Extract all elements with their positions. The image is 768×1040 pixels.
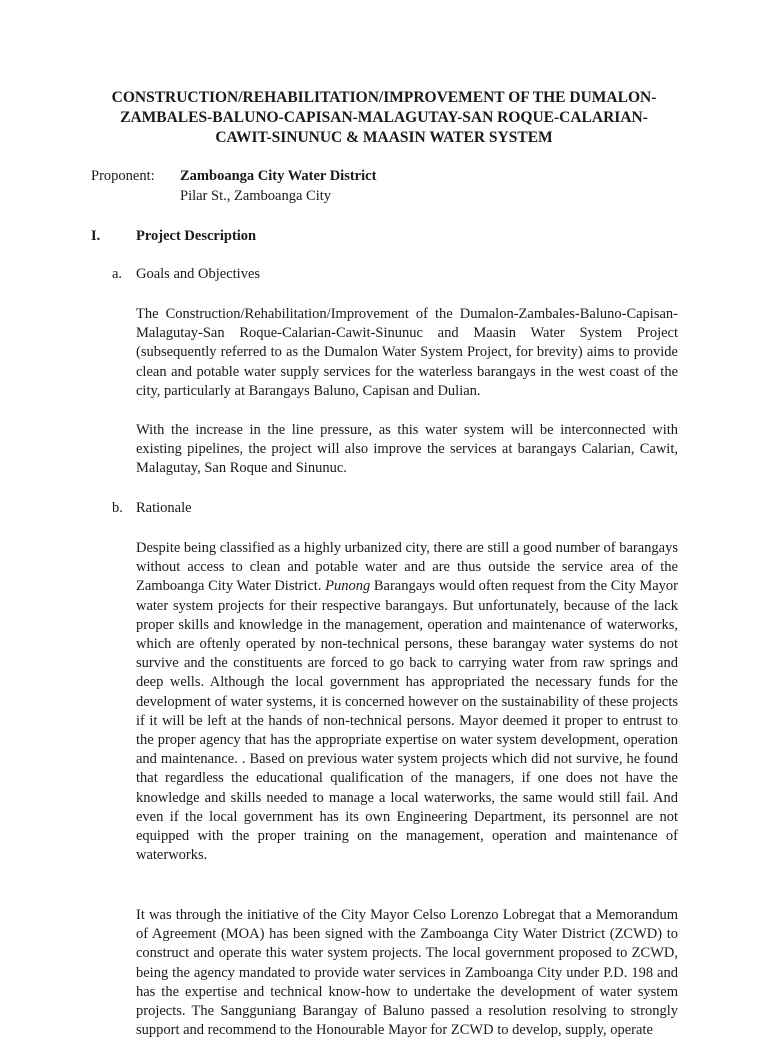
proponent-label: Proponent: (91, 168, 155, 184)
rationale-paragraph-1-start: Despite being classified as a highly urbanized city, there are still a good number of barangays without access to clean and potable water and are thus outside the service area of the Zamboanga City Water District. (136, 540, 678, 595)
rationale-paragraph-1-rest: Barangays would often request from the City Mayor water system projects for their respective barangays. But unfortunately, because of the lack proper skills and knowledge in the management, operation and maintenance of waterworks, which are oftenly operated by non-technical persons, these barangay water systems do not survive and the constituents are forced to go back to carrying water from raw springs and deep wells. Although the local government has appropriated the necessary funds for the development of water systems, it is concerned however on the sustainability of these projects if it will be left at the hands of non-technical persons. Mayor deemed it proper to entrust to the proper agency that has the appropriate expertise on water system development, operation and maintenance. . Based on previous water system projects which did not survive, he found that regardless the educational qualification of the managers, if one does not have the knowledge and skills needed to manage a local waterworks, the same would still fail. And even if the local government has its own Engineering Department, its personnel are not equipped with the proper training on the management, operation and maintenance of waterworks. (136, 578, 679, 864)
subsection-a-title: Goals and Objectives (136, 266, 261, 282)
proponent-address: Pilar St., Zamboanga City (180, 188, 332, 204)
subsection-b-title: Rationale (136, 500, 192, 516)
subsection-a-letter: a. (112, 266, 123, 282)
section-number: I. (91, 228, 101, 244)
subsection-b-letter: b. (112, 500, 123, 516)
section-title: Project Description (136, 228, 257, 244)
document-title: CONSTRUCTION/REHABILITATION/IMPROVEMENT OF THE DUMALON-ZAMBALES-BALUNO-CAPISAN-MALAGUTAY-SAN ROQUE-CALARIAN-CAWIT-SINUNUC & MAASIN WATER SYSTEM (111, 89, 657, 146)
goals-paragraph-1: The Construction/Rehabilitation/Improvement of the Dumalon-Zambales-Baluno-Capisan-Malagutay-San Roque-Calarian-Cawit-Sinunuc and Maasin Water System Project (subsequently referred to as the Dumalon Water System Project, for brevity) aims to provide clean and potable water supply services for the waterless barangays in the west coast of the city, particularly at Barangays Baluno, Capisan and Dulian. (136, 306, 678, 399)
goals-paragraph-2: With the increase in the line pressure, as this water system will be interconnected with existing pipelines, the project will also improve the services at barangays Calarian, Cawit, Malagutay, San Roque and Sinunuc. (136, 422, 678, 477)
rationale-paragraph-1 (136, 539, 678, 865)
rationale-italic-term: Punong (325, 578, 371, 595)
rationale-paragraph-2: It was through the initiative of the City Mayor Celso Lorenzo Lobregat that a Memorandum of Agreement (MOA) has been signed with the Zamboanga City Water District (ZCWD) to construct and operate this water system projects. The local government proposed to ZCWD, being the agency mandated to provide water services in Zamboanga City under P.D. 198 and has the expertise and technical know-how to undertake the development of water system projects. The Sangguniang Barangay of Baluno passed a resolution resolving to strongly support and recommend to the Honourable Mayor for ZCWD to develop, supply, operate (136, 907, 678, 1039)
proponent-name: Zamboanga City Water District (180, 168, 377, 184)
